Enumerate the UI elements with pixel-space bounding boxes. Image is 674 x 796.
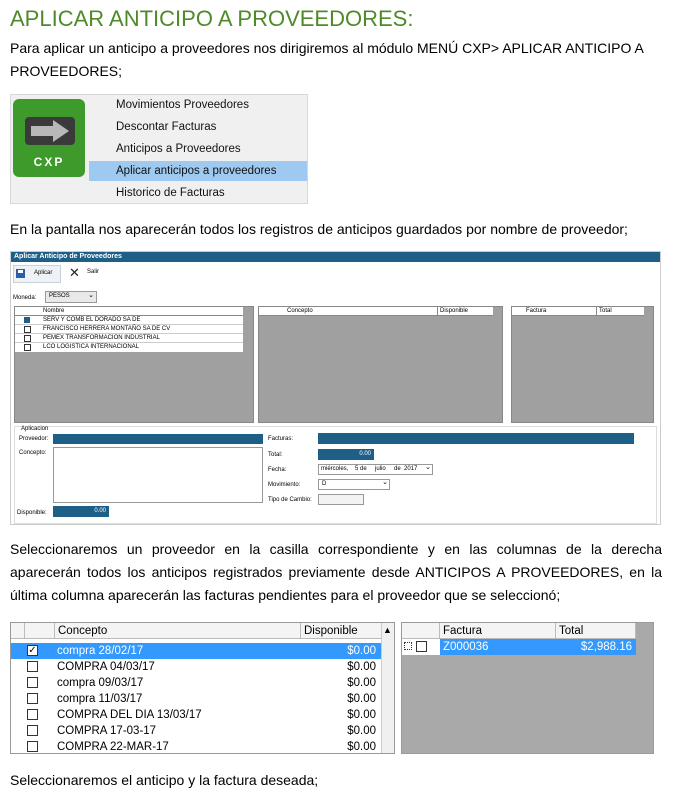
menu-item-movimientos[interactable]: Movimientos Proveedores [116,99,249,111]
movimiento-select[interactable] [318,479,390,490]
concepts-header [259,307,493,316]
factura-header: Factura [526,308,547,314]
checkbox-icon[interactable] [27,661,38,672]
table-row[interactable] [11,739,382,754]
table-row[interactable] [11,707,382,723]
chevron-down-icon: ⌄ [425,464,431,471]
total-column-header: Total [556,623,636,639]
toolbar [13,265,103,281]
row-selector-icon [24,317,30,323]
row-header-corner [402,623,440,639]
invoices-grid [511,306,654,423]
fecha-label: Fecha: [268,467,287,473]
cxp-dropdown-menu [89,95,307,203]
movimiento-label: Movimiento: [268,482,301,488]
checkbox-icon[interactable] [24,335,31,342]
concepto-column-header: Concepto [55,623,301,639]
concepto-cell: COMPRA 17-03-17 [57,725,157,737]
tipo-cambio-label: Tipo de Cambio: [268,497,312,503]
row-focus-icon [404,642,412,650]
table-row[interactable] [11,691,382,707]
invoices-grid-zoom [401,622,654,754]
close-icon: ✕ [69,265,80,280]
disponible-header: Disponible [437,307,468,315]
movimiento-value: D [322,481,327,487]
checkbox-icon[interactable] [416,641,427,652]
floppy-icon [16,269,25,278]
exit-button[interactable] [67,265,101,281]
proveedor-label: Proveedor: [19,436,49,442]
concepts-grid-zoom [10,622,395,754]
apply-button[interactable] [13,265,61,283]
proveedor-field[interactable] [53,434,263,444]
concepto-header: Concepto [287,308,313,314]
disponible-cell: $0.00 [347,693,376,705]
window-title: Aplicar Anticipo de Proveedores [11,252,660,262]
disponible-value: 0.00 [94,508,106,514]
exit-label: Salir [87,269,100,275]
menu-item-descontar[interactable]: Descontar Facturas [116,121,217,133]
vertical-scrollbar[interactable] [381,623,394,753]
total-header: Total [596,307,612,315]
disponible-cell: $0.00 [347,645,376,657]
para3-line-2: aparecerán todos los anticipos registrados previamente desde ANTICIPOS A PROVEEDORES, en la [10,564,662,580]
paragraph-seleccionar-proveedor [10,538,662,584]
fecha-picker[interactable] [318,464,433,475]
providers-header [15,307,243,316]
aplicacion-group [14,426,657,524]
checkbox-icon[interactable] [27,741,38,752]
providers-header-label: Nombre [43,308,65,314]
menu-item-historico[interactable]: Historico de Facturas [116,187,225,199]
table-row[interactable] [402,639,636,655]
concepto-cell: compra 28/02/17 [57,645,144,657]
provider-row[interactable] [15,343,243,351]
concepto-label: Concepto: [19,450,47,456]
chevron-down-icon: ⌄ [382,479,388,486]
paragraph-registros: En la pantalla nos aparecerán todos los registros de anticipos guardados por nombre de proveedor; [10,221,628,237]
checkbox-icon[interactable] [24,326,31,333]
row-header-corner [11,623,25,639]
concepto-cell: compra 09/03/17 [57,677,144,689]
intro-line-1: Para aplicar un anticipo a proveedores nos dirigiremos al módulo MENÚ CXP> APLICAR ANTICIPO A [10,40,644,56]
provider-name: PEMEX TRANSFORMACION INDUSTRIAL [43,335,160,341]
disponible-label: Disponible: [17,510,47,516]
para3-line-3: última columna aparecerán las facturas pendientes para el proveedor que se seleccionó; [10,587,561,603]
table-row[interactable] [11,723,382,739]
checkbox-icon[interactable] [27,725,38,736]
total-field [318,449,374,460]
concepto-cell: COMPRA 22-MAR-17 [57,741,169,753]
scroll-up-icon[interactable]: ▲ [383,625,392,635]
paragraph-seleccionar-anticipo: Seleccionaremos el anticipo y la factura deseada; [10,772,319,788]
total-cell: $2,988.16 [580,641,632,653]
cxp-menu-screenshot [10,94,308,204]
moneda-select[interactable] [45,291,97,303]
aplicacion-label: Aplicacion [21,426,49,432]
provider-name: LCO LOGISTICA INTERNACIONAL [43,344,140,350]
total-label: Total: [268,452,283,458]
check-column-header [25,623,55,639]
facturas-label: Facturas: [268,436,294,442]
cxp-label: CXP [33,155,65,169]
concepto-cell: COMPRA DEL DIA 13/03/17 [57,709,202,721]
cxp-module-icon[interactable] [13,99,85,177]
total-value: 0.00 [359,451,371,457]
page-heading: APLICAR ANTICIPO A PROVEEDORES: [10,6,414,31]
invoices-header [512,307,644,316]
checkbox-icon[interactable] [27,693,38,704]
facturas-field[interactable] [318,433,634,444]
provider-row[interactable] [15,325,243,334]
concepts-grid [258,306,503,423]
checkbox-checked-icon[interactable]: ✓ [28,645,37,656]
disponible-cell: $0.00 [347,661,376,673]
provider-name: SERV Y COMB EL DORADO SA DE [43,317,141,323]
tipo-cambio-field[interactable] [318,494,364,505]
providers-list [15,316,243,352]
table-row[interactable] [11,659,382,675]
disponible-column-header: Disponible [301,623,382,639]
table-row[interactable] [11,675,382,691]
para3-line-1: Seleccionaremos un proveedor en la casilla correspondiente y en las columnas de la derecha [10,541,662,557]
arrow-right-icon [23,115,77,147]
checkbox-icon[interactable] [27,709,38,720]
disponible-cell: $0.00 [347,741,376,753]
checkbox-icon[interactable] [24,344,31,351]
fecha-value: miércoles, 5 de julio de 2017 [321,466,418,472]
moneda-value: PESOS [49,293,70,299]
disponible-field [53,506,109,517]
disponible-cell: $0.00 [347,709,376,721]
concepto-cell: COMPRA 04/03/17 [57,661,155,673]
selected-cells [440,639,636,655]
provider-row[interactable] [15,316,243,325]
factura-column-header: Factura [440,623,556,639]
factura-cell: Z000036 [443,641,489,653]
chevron-down-icon: ⌄ [88,292,94,299]
menu-item-aplicar-anticipos[interactable]: Aplicar anticipos a proveedores [89,161,307,181]
providers-grid [14,306,254,423]
intro-line-2: PROVEEDORES; [10,63,123,79]
concepto-cell: compra 11/03/17 [57,693,143,705]
provider-row[interactable] [15,334,243,343]
concepto-textarea[interactable] [53,447,263,503]
menu-item-anticipos[interactable]: Anticipos a Proveedores [116,143,241,155]
disponible-cell: $0.00 [347,677,376,689]
checkbox-icon[interactable] [27,677,38,688]
disponible-cell: $0.00 [347,725,376,737]
table-row[interactable] [11,643,382,659]
moneda-label: Moneda: [13,295,37,301]
intro-paragraph [10,37,662,83]
provider-name: FRANCISCO HERRERA MONTAÑO SA DE CV [43,326,171,332]
apply-label: Aplicar [34,270,53,276]
aplicar-anticipo-window [10,251,661,525]
